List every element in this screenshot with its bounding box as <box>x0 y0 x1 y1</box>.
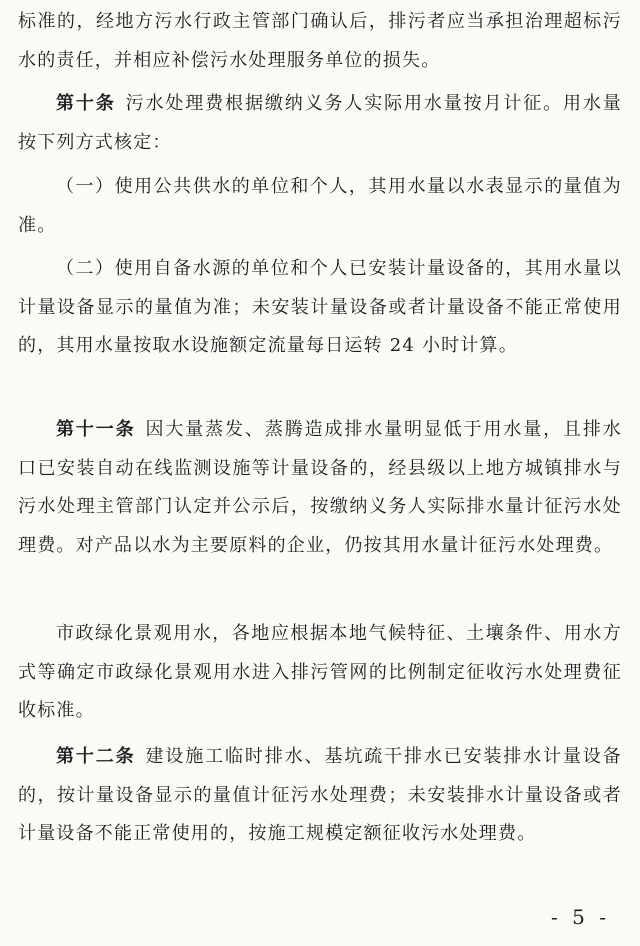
article-10-item-2 <box>18 250 622 366</box>
article-12-heading: 第十二条 <box>56 746 136 767</box>
article-12 <box>18 738 622 854</box>
article-12-text: 建设施工临时排水、基坑疏干排水已安装排水计量设备的，按计量设备显示的量值计征污水处理费；未安装排水计量设备或者计量设备不能正常使用的，按施工规模定额征收污水处理费。 <box>18 746 622 844</box>
continued-paragraph <box>18 3 622 80</box>
item-1-text: （一）使用公共供水的单位和个人，其用水量以水表显示的量值为准。 <box>18 176 622 236</box>
article-10-heading: 第十条 <box>56 93 116 114</box>
item-2-text: （二）使用自备水源的单位和个人已安装计量设备的，其用水量以计量设备显示的量值为准；未安装计量设备或者计量设备不能正常使用的，其用水量按取水设施额定流量每日运转 24 小时计算。 <box>18 258 622 356</box>
article-10-item-1 <box>18 168 622 245</box>
paragraph-text: 标准的，经地方污水行政主管部门确认后，排污者应当承担治理超标污水的责任，并相应补偿污水处理服务单位的损失。 <box>18 11 622 71</box>
article-11-paragraph-2 <box>18 615 622 731</box>
page-number: - 5 - <box>551 905 610 929</box>
article-11-text: 因大量蒸发、蒸腾造成排水量明显低于用水量，且排水口已安装自动在线监测设施等计量设备的，经县级以上地方城镇排水与污水处理主管部门认定并公示后，按缴纳义务人实际排水量计征污水处理费。对产品以水为主要原料的企业，仍按其用水量计征污水处理费。 <box>18 419 622 556</box>
article-11-heading: 第十一条 <box>56 419 136 440</box>
article-10 <box>18 85 622 162</box>
article-10-text: 污水处理费根据缴纳义务人实际用水量按月计征。用水量按下列方式核定： <box>18 93 623 153</box>
paragraph-text: 市政绿化景观用水，各地应根据本地气候特征、土壤条件、用水方式等确定市政绿化景观用水进入排污管网的比例制定征收污水处理费征收标准。 <box>18 623 622 721</box>
article-11 <box>18 411 622 565</box>
